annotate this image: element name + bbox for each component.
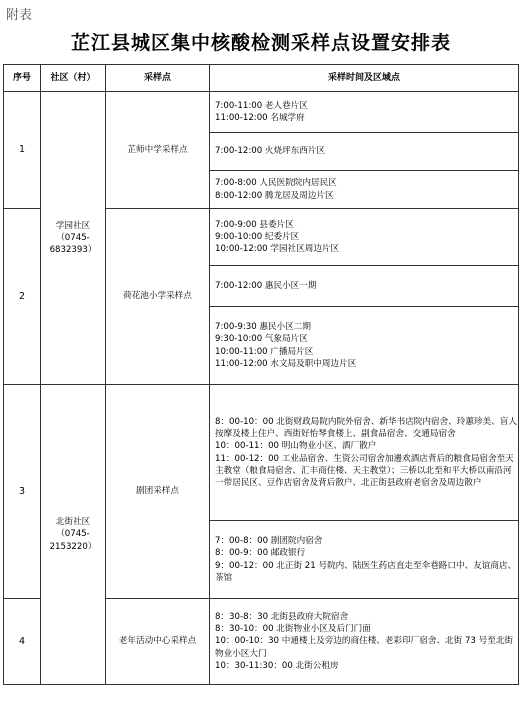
header-schedule: 采样时间及区域点 <box>210 65 519 92</box>
schedule-line: 11:00-12:00 名城学府 <box>215 113 305 123</box>
schedule-line: 7:00-12:00 惠民小区一期 <box>215 280 317 291</box>
schedule-line: 10：00-11：00 明山物业小区、酒厂散户 <box>215 441 377 452</box>
schedule-line: 10:00-11:00 广播局片区 <box>215 346 314 357</box>
schedule-cell <box>210 266 519 307</box>
sampling-site: 芷师中学采样点 <box>106 92 210 209</box>
schedule-line: 8：30-8：30 北街县政府大院宿舍 <box>215 611 349 622</box>
community-name: 学园社区 <box>55 220 91 231</box>
schedule-line: 8：30-10：00 北街物业小区及后门门面 <box>215 624 371 635</box>
schedule-cell <box>210 92 519 133</box>
schedule-line: 9：00-12：00 北正街 21 号院内、陆医生药店直走至伞巷路口中、友谊商店、茶馆 <box>215 560 517 583</box>
schedule-line: 7:00-9:30 惠民小区二期 <box>215 322 311 333</box>
schedule-line: 7:00-9:00 县委片区 <box>215 219 294 230</box>
table-row <box>4 92 519 133</box>
community-phone: （0745-2153220） <box>49 529 97 552</box>
schedule-line: 7:00-11:00 老人巷片区 <box>215 100 308 111</box>
row-number: 4 <box>4 599 41 685</box>
schedule-line: 8：00-10：00 北街财政局院内院外宿舍、新华书店院内宿舍、玲蕙珍美、盲人按摩及楼上住户、西街好怡琴食楼上、副食品宿舍、交通局宿舍 <box>215 416 517 440</box>
header-site: 采样点 <box>106 65 210 92</box>
schedule-line: 7：00-8：00 剧团院内宿舍 <box>215 536 323 547</box>
schedule-line: 7:00-12:00 火烧坪东西片区 <box>215 146 326 157</box>
header-community: 社区（村） <box>41 65 106 92</box>
sampling-site: 剧团采样点 <box>106 385 210 599</box>
table-row <box>4 385 519 521</box>
schedule-table <box>3 64 519 685</box>
schedule-line: 11:00-12:00 水文局及职中周边片区 <box>215 358 357 369</box>
community-name: 北街社区 <box>55 517 91 528</box>
schedule-line: 11：00-12：00 工业品宿舍、生资公司宿舍加邊欢酒店背后的粮食局宿舍至天主教堂（粮食局宿舍、汇丰商住楼、天主教堂）；三桥以北至和平大桥以南沿河一带居民区、豆作店宿舍及背后散户、北正街县政府老宿舍及周边散户 <box>215 453 514 488</box>
schedule-line: 10：00-10：30 中通楼上及旁边的商住楼、老彩印厂宿舍、北街 73 号至北街物业小区大门 <box>215 636 514 659</box>
community-phone: （0745-6832393） <box>49 232 97 256</box>
page-label: 附表 <box>6 8 33 23</box>
schedule-cell <box>210 521 519 599</box>
schedule-cell <box>210 385 519 521</box>
row-number: 3 <box>4 385 41 599</box>
schedule-line: 8：00-9：00 邮政银行 <box>215 548 306 559</box>
schedule-line: 8:00-12:00 腾龙居及周边片区 <box>215 190 334 201</box>
document-title: 芷江县城区集中核酸检测采样点设置安排表 <box>70 32 451 54</box>
schedule-cell <box>210 171 519 209</box>
schedule-cell <box>210 307 519 385</box>
schedule-cell <box>210 133 519 171</box>
row-number: 1 <box>4 92 41 209</box>
sampling-site: 老年活动中心采样点 <box>106 599 210 685</box>
schedule-cell <box>210 209 519 266</box>
schedule-line: 7:00-8:00 人民医院院内居民区 <box>215 178 337 189</box>
community-cell <box>41 385 106 685</box>
sampling-site: 荷花池小学采样点 <box>106 209 210 385</box>
schedule-line: 9:00-10:00 纪委片区 <box>215 231 300 242</box>
table-header-row <box>4 65 519 92</box>
schedule-line: 10：30-11:30：00 北街公租房 <box>215 660 339 671</box>
community-cell <box>41 92 106 385</box>
schedule-cell <box>210 599 519 685</box>
schedule-line: 9:30-10:00 气象局片区 <box>215 334 308 345</box>
header-number: 序号 <box>4 65 41 92</box>
row-number: 2 <box>4 209 41 385</box>
schedule-line: 10:00-12:00 学园社区周边片区 <box>215 244 340 255</box>
